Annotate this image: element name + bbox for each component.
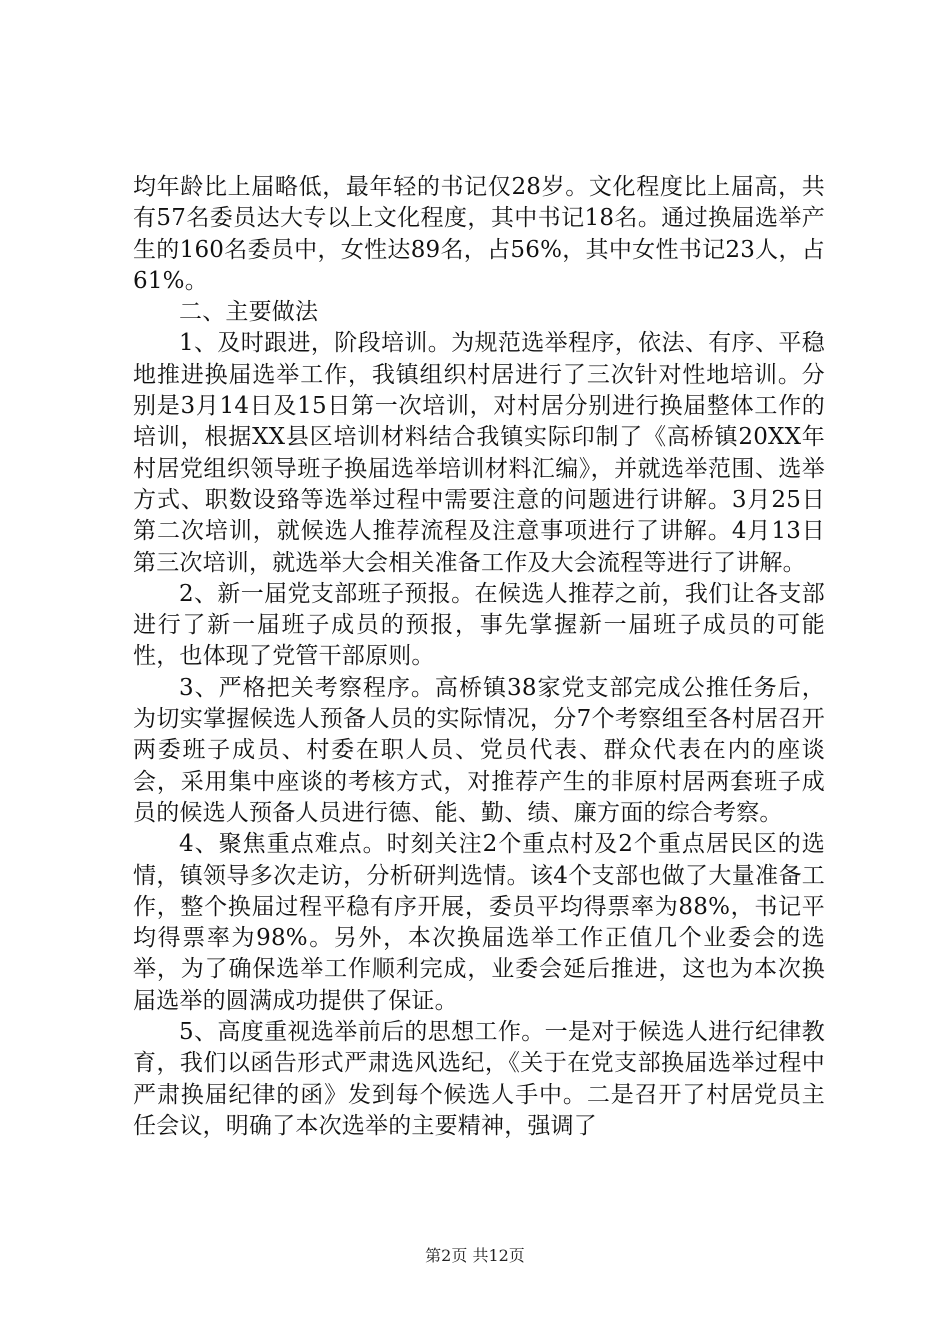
paragraph-item-3: 3、严格把关考察程序。高桥镇38家党支部完成公推任务后，为切实掌握候选人预备人员的实际情况，分7个考察组至各村居召开两委班子成员、村委在职人员、党员代表、群众代表在内的座谈会，采用集中座谈的考核方式，对推荐产生的非原村居两套班子成员的候选人预备人员进行德、能、勤、绩、廉方面的综合考察。 <box>133 674 825 826</box>
paragraph-item-2: 2、新一届党支部班子预报。在候选人推荐之前，我们让各支部进行了新一届班子成员的预报，事先掌握新一届班子成员的可能性，也体现了党管干部原则。 <box>133 580 825 670</box>
paragraph-continuation: 均年龄比上届略低，最年轻的书记仅28岁。文化程度比上届高，共有57名委员达大专以上文化程度，其中书记18名。通过换届选举产生的160名委员中，女性达89名，占56%，其中女性书记23人，占61%。 <box>133 174 825 294</box>
page-number-footer: 第2页 共12页 <box>425 1246 525 1265</box>
paragraph-item-1: 1、及时跟进，阶段培训。为规范选举程序，依法、有序、平稳地推进换届选举工作，我镇组织村居进行了三次针对性地培训。分别是3月14日及15日第一次培训，对村居分别进行换届整体工作的培训，根据XX县区培训材料结合我镇实际印制了《高桥镇20XX年村居党组织领导班子换届选举培训材料汇编》，并就选举范围、选举方式、职数设臵等选举过程中需要注意的问题进行讲解。3月25日第二次培训，就候选人推荐流程及注意事项进行了讲解。4月13日第三次培训，就选举大会相关准备工作及大会流程等进行了讲解。 <box>133 330 825 576</box>
section-heading: 二、主要做法 <box>179 299 319 326</box>
document-body <box>133 172 825 1142</box>
paragraph-item-4: 4、聚焦重点难点。时刻关注2个重点村及2个重点居民区的选情，镇领导多次走访，分析研判选情。该4个支部也做了大量准备工作，整个换届过程平稳有序开展，委员平均得票率为88%，书记平均得票率为98%。另外，本次换届选举工作正值几个业委会的选举，为了确保选举工作顺利完成，业委会延后推进，这也为本次换届选举的圆满成功提供了保证。 <box>133 831 825 1014</box>
paragraph-item-5: 5、高度重视选举前后的思想工作。一是对于候选人进行纪律教育，我们以函告形式严肃选风选纪，《关于在党支部换届选举过程中严肃换届纪律的函》发到每个候选人手中。二是召开了村居党员主任会议，明确了本次选举的主要精神，强调了 <box>133 1019 825 1139</box>
